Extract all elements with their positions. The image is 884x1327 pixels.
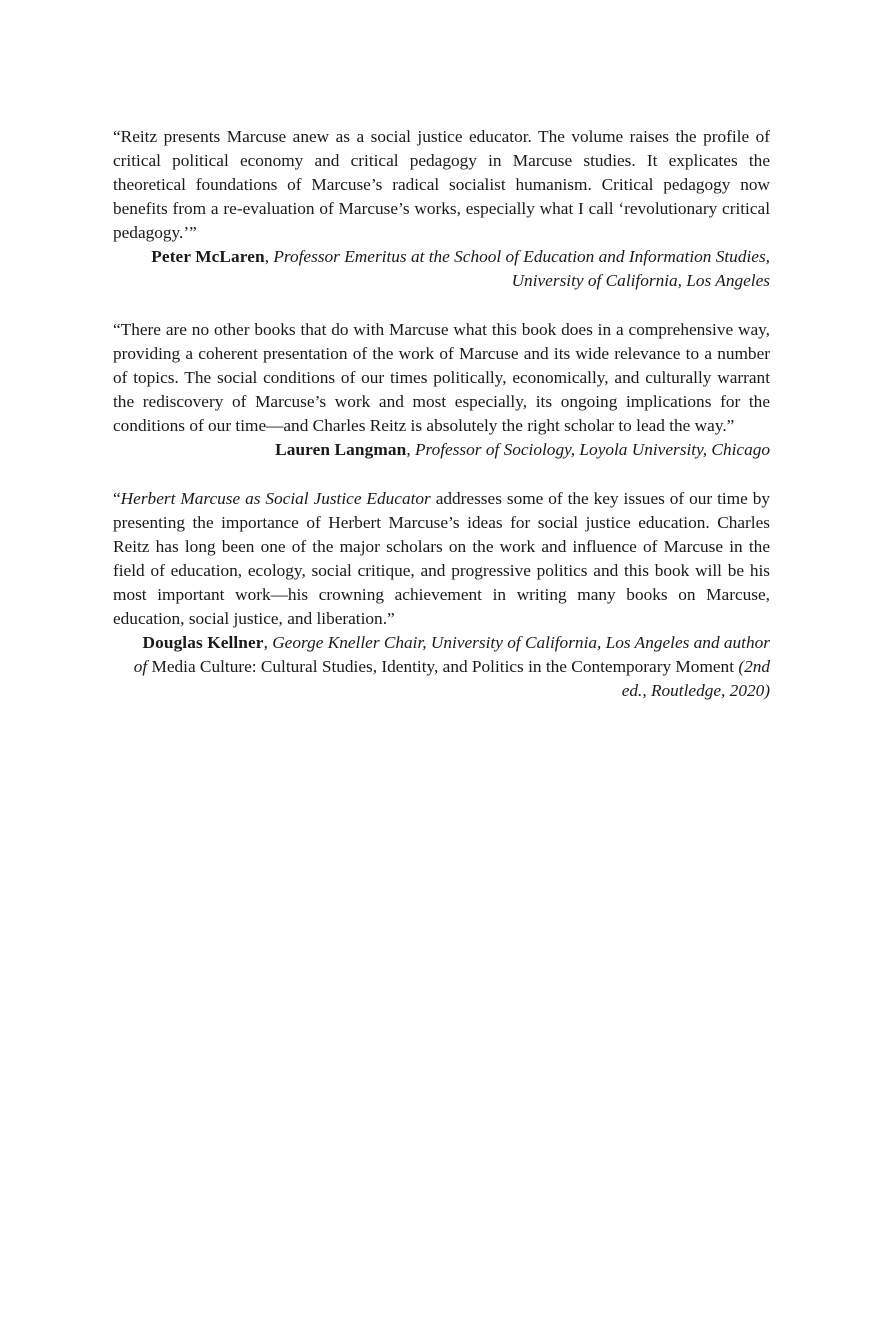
endorsements-page [113,125,770,728]
book-title: Herbert Marcuse as Social Justice Educator [120,489,431,508]
endorsement-attribution: Douglas Kellner, George Kneller Chair, University of California, Los Angeles and author of Media Culture: Cultural Studies, Identity, and Politics in the Contemporary Moment (2nd ed., Routledge, 2020) [133,633,770,700]
endorsement-quote: “Reitz presents Marcuse anew as a social justice educator. The volume raises the profile of critical political economy and critical pedagogy in Marcuse studies. It explicates the theoretical foundations of Marcuse’s radical socialist humanism. Critical pedagogy now benefits from a re-evaluation of Marcuse’s works, especially what I call ‘revolutionary critical pedagogy.’” [113,127,770,242]
endorsement-kellner [113,487,770,703]
endorser-name: Peter McLaren [151,247,265,266]
endorsement-mclaren [113,125,770,293]
endorser-name: Douglas Kellner [142,633,264,652]
endorser-affiliation: Professor of Sociology, Loyola University, Chicago [414,440,770,459]
endorsement-attribution: Peter McLaren, Professor Emeritus at the School of Education and Information Studies, University of California, Los Angeles [151,247,770,290]
endorsement-quote [113,487,770,631]
endorser-affiliation: George Kneller Chair, University of California, Los Angeles and author of [133,633,770,676]
endorsement-quote: “There are no other books that do with Marcuse what this book does in a comprehensive way, providing a coherent presentation of the work of Marcuse and its wide relevance to a number of topics. The social conditions of our times politically, economically, and culturally warrant the rediscovery of Marcuse’s work and most especially, its ongoing implications for the conditions of our time—and Charles Reitz is absolutely the right scholar to lead the way.” [113,320,770,435]
endorser-name: Lauren Langman [275,440,407,459]
endorsement-langman [113,318,770,462]
endorser-affiliation: Professor Emeritus at the School of Education and Information Studies, University of California, Los Angeles [273,247,770,290]
endorsement-attribution: Lauren Langman, Professor of Sociology, Loyola University, Chicago [275,440,770,459]
quote-open-mark: “ [113,489,121,508]
quote-body: addresses some of the key issues of our time by presenting the importance of Herbert Marcuse’s ideas for social justice education. Charles Reitz has long been one of the major scholars on the work and influence of Marcuse in the field of education, ecology, social critique, and progressive politics and this book will be his most important work—his crowning achievement in writing many books on Marcuse, education, social justice, and liberation.” [113,489,771,628]
endorser-book-title: Media Culture: Cultural Studies, Identity, and Politics in the Contemporary Moment [151,657,734,676]
endorser-book-publication: (2nd ed., Routledge, 2020) [621,657,770,700]
